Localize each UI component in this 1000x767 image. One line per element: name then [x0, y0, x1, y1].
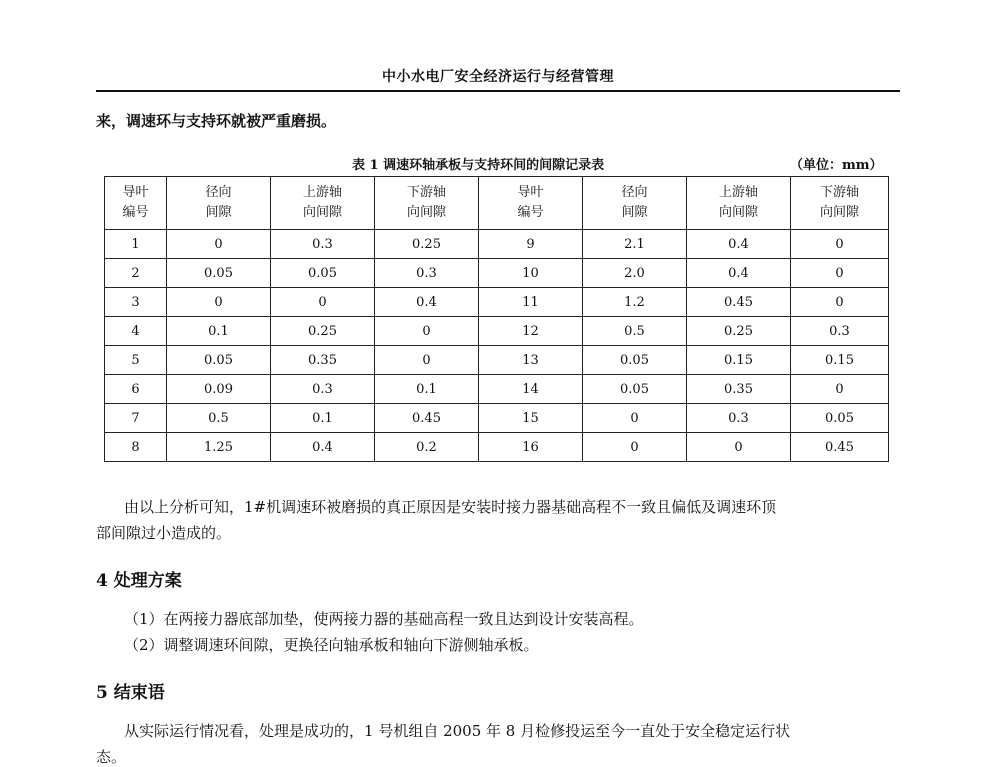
header-guide-vane-no: 导叶 编号 [105, 177, 167, 230]
table-cell: 0 [791, 259, 889, 288]
table-cell: 0.45 [791, 433, 889, 462]
table-row [105, 259, 889, 288]
table-cell: 0.4 [687, 259, 791, 288]
section-5-heading: 5 结束语 [96, 683, 165, 703]
table-cell: 0.45 [687, 288, 791, 317]
table-cell: 0.4 [687, 230, 791, 259]
table-cell: 0.1 [271, 404, 375, 433]
conclusion-line-2: 态。 [96, 748, 127, 766]
section-4-item-1: （1）在两接力器底部加垫，使两接力器的基础高程一致且达到设计安装高程。 [124, 610, 644, 628]
table-row [105, 346, 889, 375]
table-cell: 16 [479, 433, 583, 462]
table-cell: 0.35 [271, 346, 375, 375]
table-cell: 0 [583, 433, 687, 462]
table-cell: 7 [105, 404, 167, 433]
table-cell: 0 [583, 404, 687, 433]
table-cell: 14 [479, 375, 583, 404]
table-cell: 0.1 [375, 375, 479, 404]
table-cell: 1 [105, 230, 167, 259]
table-cell: 0.05 [791, 404, 889, 433]
table-cell: 0 [791, 375, 889, 404]
table-cell: 0.25 [271, 317, 375, 346]
table-cell: 0.05 [583, 375, 687, 404]
table-cell: 0 [271, 288, 375, 317]
table-cell: 2 [105, 259, 167, 288]
analysis-line-1: 由以上分析可知，1#机调速环被磨损的真正原因是安装时接力器基础高程不一致且偏低及调速环顶 [124, 498, 777, 516]
table-cell: 0.4 [271, 433, 375, 462]
table-cell: 6 [105, 375, 167, 404]
table-cell: 2.1 [583, 230, 687, 259]
table-row [105, 288, 889, 317]
table-cell: 0 [375, 317, 479, 346]
table-cell: 0 [791, 288, 889, 317]
table-cell: 0 [167, 230, 271, 259]
table-cell: 0 [167, 288, 271, 317]
gap-record-table [104, 176, 889, 462]
table-cell: 11 [479, 288, 583, 317]
table-cell: 4 [105, 317, 167, 346]
analysis-line-2: 部间隙过小造成的。 [96, 524, 232, 542]
table-cell: 3 [105, 288, 167, 317]
table-cell: 0.3 [791, 317, 889, 346]
table-cell: 0.3 [271, 230, 375, 259]
header-upstream-axial-gap-2: 上游轴 向间隙 [687, 177, 791, 230]
table-cell: 0.05 [167, 346, 271, 375]
section-4-heading: 4 处理方案 [96, 571, 182, 591]
running-header: 中小水电厂安全经济运行与经营管理 [382, 69, 614, 85]
table-unit: （单位：mm） [790, 158, 883, 173]
conclusion-line-1: 从实际运行情况看，处理是成功的，1 号机组自 2005 年 8 月检修投运至今一直处于安全稳定运行状 [124, 722, 791, 740]
header-radial-gap: 径向 间隙 [167, 177, 271, 230]
table-cell: 0.25 [375, 230, 479, 259]
table-cell: 0.05 [583, 346, 687, 375]
table-row [105, 404, 889, 433]
table-cell: 0.3 [687, 404, 791, 433]
table-cell: 0.15 [791, 346, 889, 375]
table-cell: 0.3 [375, 259, 479, 288]
table-cell: 1.25 [167, 433, 271, 462]
table-row [105, 317, 889, 346]
table-cell: 0.5 [167, 404, 271, 433]
table-cell: 10 [479, 259, 583, 288]
table-caption: 表 1 调速环轴承板与支持环间的间隙记录表 [352, 158, 605, 173]
table-cell: 0.45 [375, 404, 479, 433]
table-cell: 2.0 [583, 259, 687, 288]
table-cell: 0 [791, 230, 889, 259]
header-upstream-axial-gap: 上游轴 向间隙 [271, 177, 375, 230]
table-cell: 8 [105, 433, 167, 462]
header-downstream-axial-gap: 下游轴 向间隙 [375, 177, 479, 230]
table-cell: 12 [479, 317, 583, 346]
table-header-row [105, 177, 889, 230]
table-cell: 1.2 [583, 288, 687, 317]
table-cell: 0 [687, 433, 791, 462]
table-cell: 0.2 [375, 433, 479, 462]
table-cell: 0.15 [687, 346, 791, 375]
table-cell: 0.09 [167, 375, 271, 404]
table-cell: 0.1 [167, 317, 271, 346]
table-cell: 0.05 [271, 259, 375, 288]
table-cell: 13 [479, 346, 583, 375]
header-rule [96, 90, 900, 92]
table-cell: 0.35 [687, 375, 791, 404]
table-cell: 0.5 [583, 317, 687, 346]
table-row [105, 230, 889, 259]
table-cell: 0.3 [271, 375, 375, 404]
table-cell: 0.05 [167, 259, 271, 288]
table-cell: 0 [375, 346, 479, 375]
table-cell: 9 [479, 230, 583, 259]
table-row [105, 375, 889, 404]
section-4-item-2: （2）调整调速环间隙，更换径向轴承板和轴向下游侧轴承板。 [124, 636, 539, 654]
header-downstream-axial-gap-2: 下游轴 向间隙 [791, 177, 889, 230]
table-cell: 5 [105, 346, 167, 375]
intro-line: 来，调速环与支持环就被严重磨损。 [96, 112, 337, 130]
table-row [105, 433, 889, 462]
table-cell: 0.25 [687, 317, 791, 346]
header-guide-vane-no-2: 导叶 编号 [479, 177, 583, 230]
table-cell: 0.4 [375, 288, 479, 317]
table-cell: 15 [479, 404, 583, 433]
header-radial-gap-2: 径向 间隙 [583, 177, 687, 230]
